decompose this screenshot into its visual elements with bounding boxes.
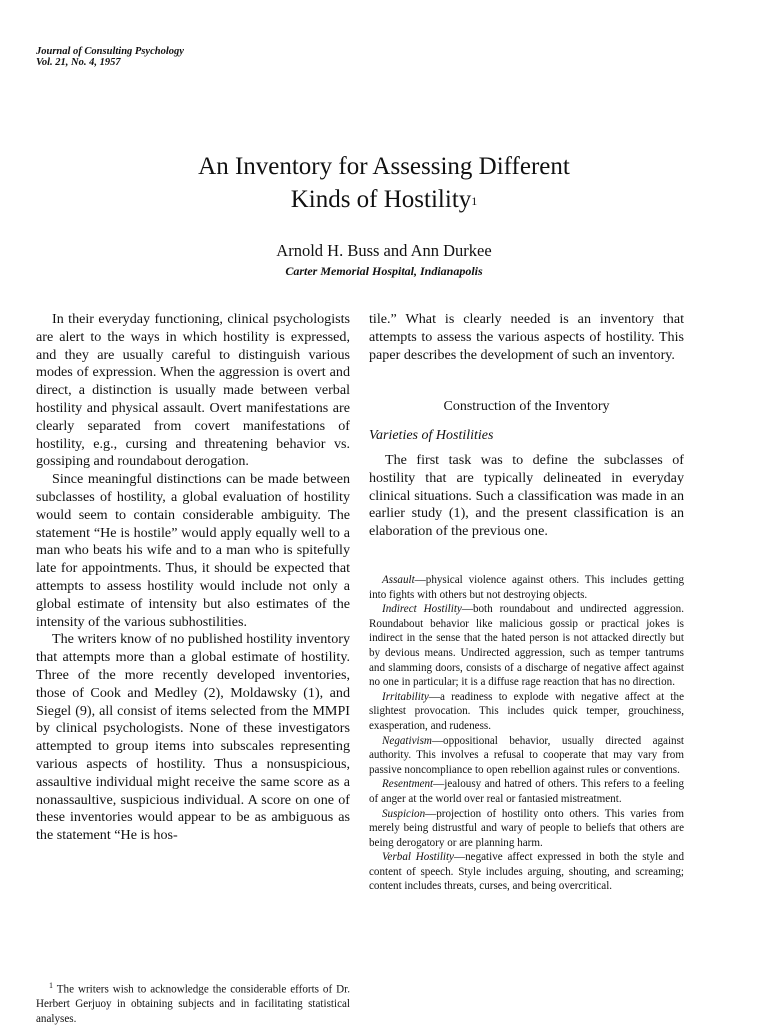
- right-column-body: [369, 452, 684, 541]
- title-line-1: An Inventory for Assessing Different: [198, 153, 570, 180]
- hostility-definitions: [369, 573, 684, 894]
- footnote-text: [36, 979, 350, 1026]
- definition-negativism: [369, 734, 684, 778]
- definition-resentment: [369, 777, 684, 806]
- title-line-2-text: Kinds of Hostility: [290, 186, 472, 213]
- definition-text: —jealousy and hatred of others. This refers to a feeling of anger at the world over real or fantasied mistreatment.: [369, 778, 684, 805]
- right-column-continuation: [369, 311, 684, 364]
- journal-volume: Vol. 21, No. 4, 1957: [36, 57, 121, 68]
- definition-term: Indirect Hostility: [382, 603, 462, 616]
- definition-verbal-hostility: [369, 850, 684, 894]
- definition-term: Suspicion: [382, 807, 426, 820]
- footnote-body: The writers wish to acknowledge the considerable efforts of Dr. Herbert Gerjuoy in obtaining subjects and in facilitating statistical analyses.: [36, 983, 350, 1025]
- journal-citation: [36, 46, 184, 68]
- paragraph-4: The first task was to define the subclasses of hostility that are typically delineated in everyday clinical situations. Such a classification was made in an earlier study (1), and the present classification is an elaboration of the previous one.: [369, 452, 684, 540]
- definition-text: —negative affect expressed in both the style and content of speech. Style includes arguing, shouting, and screaming; content includes threats, curses, and being overcritical.: [369, 851, 685, 893]
- article-title: [0, 150, 768, 216]
- paragraph-3: The writers know of no published hostility inventory that attempts more than a global estimate of hostility. Three of the more recently developed inventories, those of Cook and Medley (2), Moldawsky (1), and Siegel (9), all consist of items selected from the MMPI by clinical psychologists. None of these investigators attempted to group items into subscales representing various aspects of hostility. Thus a nonsuspicious, assaultive individual might receive the same score as a nonassaultive, suspicious individual. A score on one of these inventories would appear to be as ambiguous as the statement “He is hos-: [36, 631, 350, 844]
- definition-indirect-hostility: [369, 602, 684, 690]
- left-column: [36, 311, 350, 845]
- author-names: Arnold H. Buss and Ann Durkee: [276, 241, 492, 260]
- journal-name: Journal of Consulting Psychology: [36, 46, 184, 57]
- paragraph-2: Since meaningful distinctions can be made between subclasses of hostility, a global evaluation of hostility would seem to contain considerable ambiguity. The statement “He is hostile” would apply equally well to a man who beats his wife and to a man who is spitefully late for appointments. Thus, it should be expected that attempts to assess hostility would include not only a global estimate of intensity but also estimates of the intensity of the various subhostilities.: [36, 471, 350, 630]
- definition-term: Assault: [382, 574, 415, 586]
- definition-term: Irritability: [382, 690, 429, 703]
- title-footnote-mark: 1: [471, 194, 478, 208]
- definition-text: —physical violence against others. This includes getting into fights with others but not destroying objects.: [369, 574, 684, 601]
- definition-text: —a readiness to explode with negative affect at the slightest provocation. This includes quick temper, grouchiness, exasperation, and rudeness.: [369, 690, 684, 732]
- title-line-2: [0, 183, 768, 216]
- definition-text: —oppositional behavior, usually directed against authority. This involves a refusal to cooperate that may vary from passive noncompliance to open rebellion against rules or conventions.: [369, 734, 684, 776]
- definition-irritability: [369, 690, 684, 734]
- section-heading: Construction of the Inventory: [443, 399, 610, 414]
- definition-term: Negativism: [382, 734, 432, 747]
- definition-term: Resentment: [382, 778, 434, 791]
- definition-term: Verbal Hostility: [382, 851, 454, 864]
- definition-text: —projection of hostility onto others. This varies from merely being distrustful and wary of people to beliefs that others are being derogatory or are planning harm.: [369, 807, 684, 849]
- definition-suspicion: [369, 807, 684, 851]
- paragraph-1: In their everyday functioning, clinical psychologists are alert to the ways in which hostility is expressed, and they are usually careful to distinguish various modes of expression. When the aggression is overt and direct, a distinction is usually made between verbal hostility and physical assault. Overt manifestations are clearly separated from covert manifestations of hostility, e.g., cursing and threatening behavior vs. gossiping and roundabout derogation.: [36, 311, 350, 470]
- footnote: [36, 979, 350, 1026]
- paragraph-continued: tile.” What is clearly needed is an inventory that attempts to assess the various aspects of hostility. This paper describes the development of such an inventory.: [369, 311, 684, 363]
- footnote-mark: 1: [49, 981, 53, 990]
- subsection-heading: Varieties of Hostilities: [369, 428, 494, 443]
- author-affiliation: Carter Memorial Hospital, Indianapolis: [285, 264, 483, 278]
- definition-text: —both roundabout and undirected aggression. Roundabout behavior like malicious gossip or practical jokes is indirect in the sense that the hated person is not attacked directly but by devious means. Undirected aggression, such as temper tantrums and slamming doors, consists of a discharge of negative affect against no one in particular; it is a diffuse rage reaction that has no direction.: [369, 603, 684, 689]
- definition-assault: [369, 573, 684, 602]
